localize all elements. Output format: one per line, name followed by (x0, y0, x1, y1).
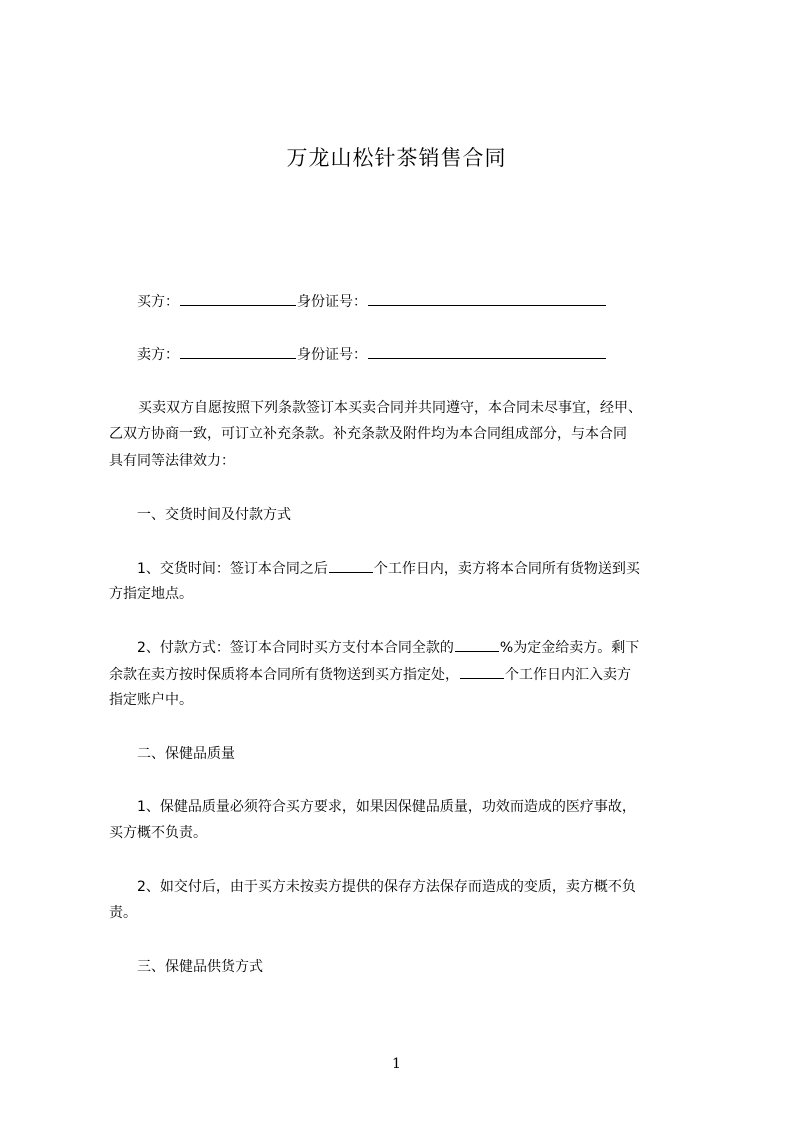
buyer-id-blank[interactable] (368, 291, 606, 306)
section-2-item-1-line-1: 1、保健品质量必须符合买方要求，如果因保健品质量，功效而造成的医疗事故， (137, 799, 636, 815)
section-2-heading: 二、保健品质量 (137, 746, 235, 762)
delivery-days-blank[interactable] (329, 558, 373, 573)
buyer-name-blank[interactable] (180, 291, 296, 306)
contract-title: 万龙山松针茶销售合同 (286, 146, 507, 170)
section-1-item-1-line-1 (137, 558, 640, 579)
payment-method-text: %为定金给卖方。剩下 (499, 640, 640, 656)
section-1-item-2-line-3: 指定账户中。 (109, 692, 193, 708)
buyer-label: 买方： (137, 294, 179, 310)
seller-id-label: 身份证号： (297, 347, 367, 363)
section-2-item-2-line-2: 责。 (109, 905, 137, 921)
intro-line-3: 具有同等法律效力： (109, 453, 235, 469)
section-1-item-2-line-2 (109, 664, 631, 685)
deposit-percent-blank[interactable] (455, 637, 499, 652)
seller-id-blank[interactable] (368, 344, 606, 359)
section-2-item-2-line-1: 2、如交付后，由于买方未按卖方提供的保存方法保存而造成的变质，卖方概不负 (137, 879, 636, 895)
section-2-item-1-line-2: 买方概不负责。 (109, 825, 207, 841)
page-number: 1 (392, 1056, 401, 1072)
delivery-time-text: 个工作日内，卖方将本合同所有货物送到买 (373, 561, 640, 577)
intro-line-2: 乙双方协商一致，可订立补充条款。补充条款及附件均为本合同组成部分，与本合同 (109, 426, 627, 442)
delivery-time-label: 1、交货时间：签订本合同之后 (137, 561, 328, 577)
buyer-line (137, 291, 607, 312)
buyer-id-label: 身份证号： (297, 294, 367, 310)
section-1-item-1-line-2: 方指定地点。 (109, 586, 193, 602)
section-1-item-2-line-1 (137, 637, 639, 658)
balance-text: 余款在卖方按时保质将本合同所有货物送到买方指定处， (109, 667, 459, 683)
section-1-heading: 一、交货时间及付款方式 (137, 507, 291, 523)
intro-line-1: 买卖双方自愿按照下列条款签订本买卖合同并共同遵守，本合同未尽事宜，经甲、 (138, 400, 642, 416)
balance-text-2: 个工作日内汇入卖方 (505, 667, 631, 683)
payment-method-label: 2、付款方式：签订本合同时买方支付本合同全款的 (137, 640, 454, 656)
section-3-heading: 三、保健品供货方式 (137, 959, 263, 975)
seller-label: 卖方： (137, 347, 179, 363)
balance-days-blank[interactable] (460, 664, 504, 679)
seller-line (137, 344, 607, 365)
seller-name-blank[interactable] (180, 344, 296, 359)
